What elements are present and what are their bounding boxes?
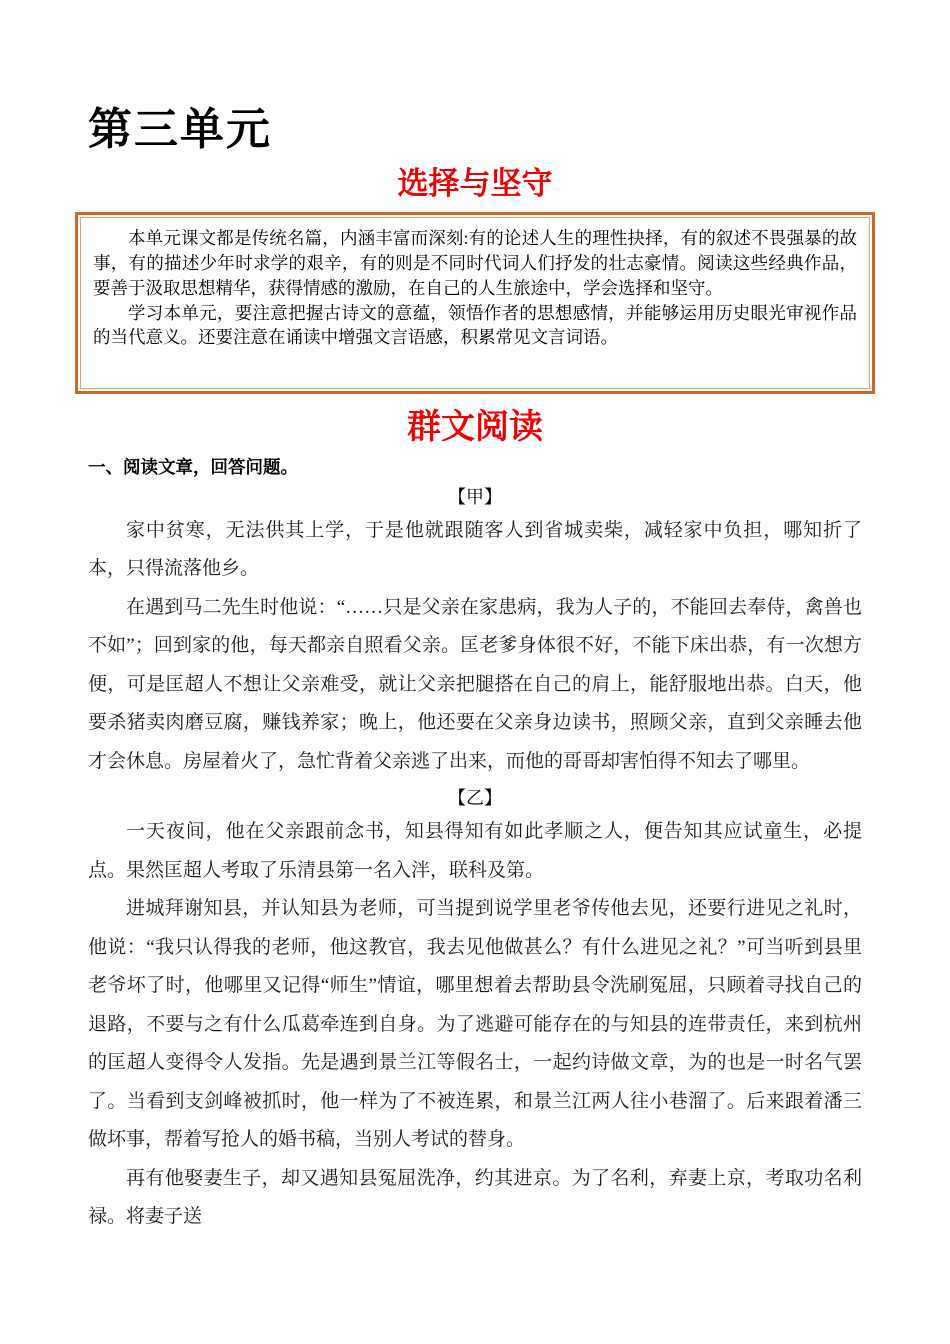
task-heading: 一、阅读文章，回答问题。 <box>88 457 298 478</box>
passage-yi-label: 【乙】 <box>448 788 502 809</box>
passage-jia <box>88 482 862 782</box>
unit-intro-box <box>75 212 875 394</box>
passage-yi <box>88 783 862 1237</box>
passage-paragraph: 再有他娶妻生子，却又遇知县冤屈洗净，约其进京。为了名利，弃妻上京，考取功名利禄。将妻子送 <box>88 1167 862 1228</box>
passage-jia-label: 【甲】 <box>448 486 502 507</box>
intro-paragraph: 本单元课文都是传统名篇，内涵丰富而深刻:有的论述人生的理性抉择，有的叙述不畏强暴的故事，有的描述少年时求学的艰辛，有的则是不同时代词人们抒发的壮志豪情。阅读这些经典作品，要善于汲取思想精华，获得情感的激励，在自己的人生旅途中，学会选择和坚守。 <box>93 227 857 298</box>
passage-paragraph: 一天夜间，他在父亲跟前念书，知县得知有如此孝顺之人，便告知其应试童生，必提点。果然匡超人考取了乐清县第一名入泮，联科及第。 <box>88 821 862 881</box>
unit-intro-box-inner <box>80 217 870 389</box>
passage-paragraph: 在遇到马二先生时他说：“……只是父亲在家患病，我为人子的，不能回去奉侍，禽兽也不如”；回到家的他，每天都亲自照看父亲。匡老爹身体很不好，不能下床出恭，有一次想方便，可是匡超人不想让父亲难受，就让父亲把腿搭在自己的肩上，能舒服地出恭。白天，他要杀猪卖肉磨豆腐，赚钱养家；晚上，他还要在父亲身边读书，照顾父亲，直到父亲睡去他才会休息。房屋着火了，急忙背着父亲逃了出来，而他的哥哥却害怕得不知去了哪里。 <box>88 596 862 772</box>
intro-paragraph: 学习本单元，要注意把握古诗文的意蕴，领悟作者的思想感情，并能够运用历史眼光审视作品的当代意义。还要注意在诵读中增强文言语感，积累常见文言词语。 <box>93 302 857 348</box>
passage-paragraph: 进城拜谢知县，并认知县为老师，可当提到说学里老爷传他去见，还要行进见之礼时，他说：“我只认得我的老师，他这教官，我去见他做甚么？有什么进见之礼？”可当听到县里老爷坏了时，他哪里又记得“师生”情谊，哪里想着去帮助县令洗刷冤屈，只顾着寻找自己的退路，不要与之有什么瓜葛牵连到自身。为了逃避可能存在的与知县的连带责任，来到杭州的匡超人变得令人发指。先是遇到景兰江等假名士，一起约诗做文章，为的也是一时名气罢了。当看到支剑峰被抓时，他一样为了不被连累，和景兰江两人往小巷溜了。后来跟着潘三做坏事，帮着写抢人的婚书稿，当别人考试的替身。 <box>88 898 862 1151</box>
unit-title: 第三单元 <box>88 105 272 154</box>
unit-subtitle: 选择与坚守 <box>397 165 553 201</box>
section-heading-group-reading: 群文阅读 <box>407 407 543 446</box>
passage-paragraph: 家中贫寒，无法供其上学，于是他就跟随客人到省城卖柴，减轻家中负担，哪知折了本，只得流落他乡。 <box>88 519 862 580</box>
